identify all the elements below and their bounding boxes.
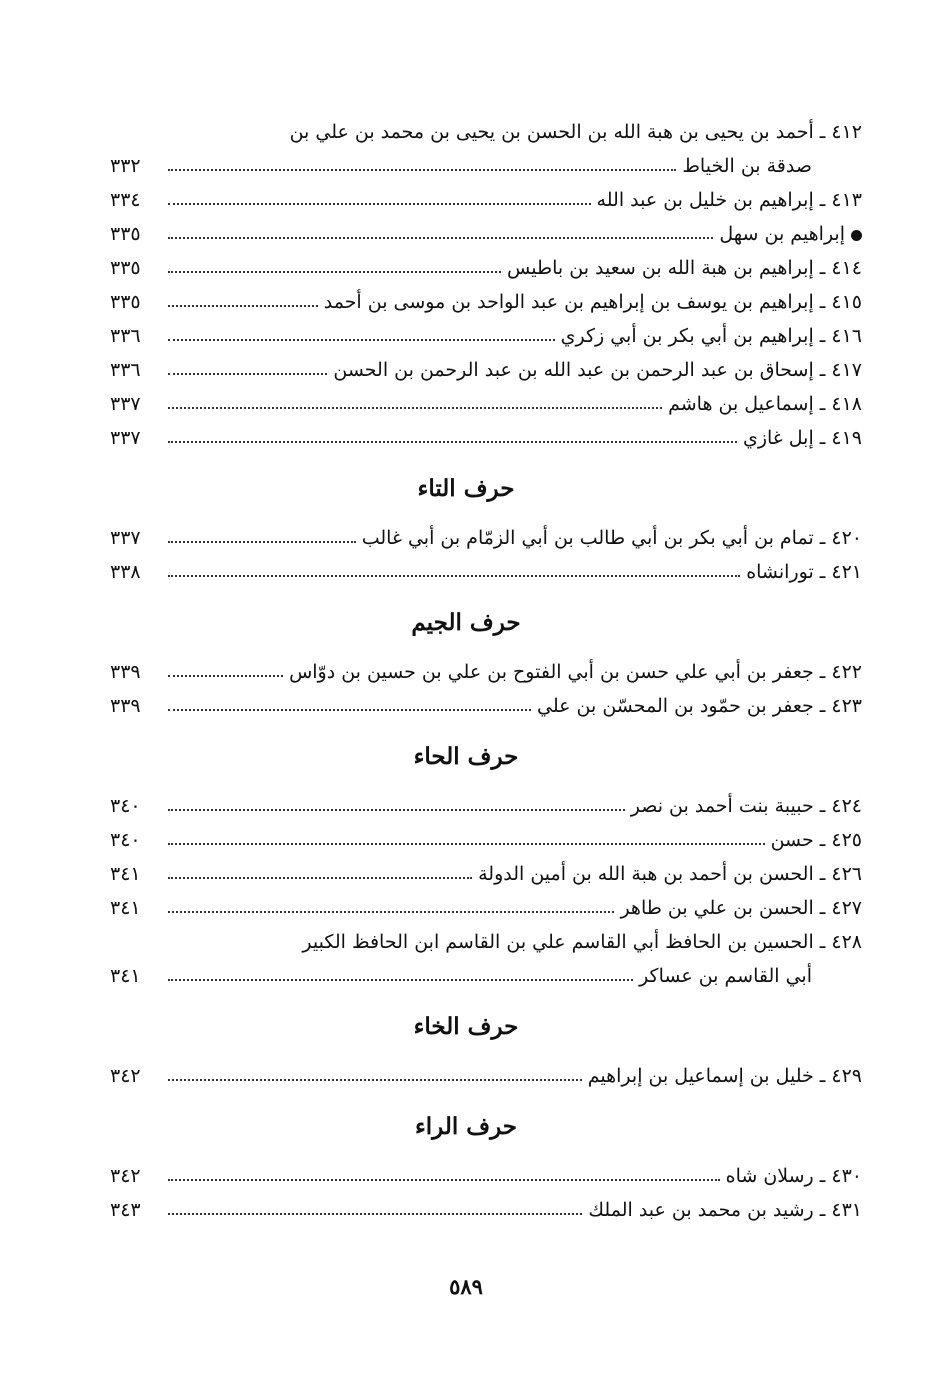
section-heading-kha: حرف الخاء: [413, 1013, 519, 1040]
toc-entry: [110, 655, 862, 689]
dot-leader: [168, 809, 625, 811]
entry-title-text: صدقة بن الخياط: [682, 155, 812, 177]
section-heading-jim: حرف الجيم: [411, 609, 521, 636]
entry-group-1: [0, 115, 932, 455]
entry-page-number: ٣٤٣: [110, 1199, 141, 1221]
entry-title: [283, 655, 862, 689]
dot-leader: [168, 979, 633, 981]
toc-entry: [110, 1159, 862, 1193]
toc-entry: [110, 1193, 862, 1227]
entry-title-text: ٤١٦ ـ إبراهيم بن أبي بكر بن أبي زكري: [560, 325, 862, 347]
toc-entry: [110, 789, 862, 823]
entry-page-number: ٣٣٩: [110, 695, 141, 717]
page-number: ٥٨٩: [449, 1274, 483, 1299]
dot-leader: [168, 407, 662, 409]
entry-group-ha: [0, 789, 932, 993]
entry-title: [327, 353, 862, 387]
entry-page-number: ٣٣٦: [110, 325, 141, 347]
dot-leader: [168, 575, 740, 577]
dot-leader: [168, 441, 737, 443]
entry-page-number: ٣٣٥: [110, 291, 141, 313]
dot-leader: [168, 709, 531, 711]
entry-group-ta: [0, 521, 932, 589]
toc-entry: [110, 555, 862, 589]
entry-page-number: ٣٤٢: [110, 1165, 141, 1187]
dot-leader: [168, 675, 283, 677]
toc-entry: [110, 1059, 862, 1093]
entry-title-text: ٤٢١ ـ تورانشاه: [746, 561, 862, 583]
entry-title-text: ٤٢٨ ـ الحسين بن الحافظ أبي القاسم علي بن القاسم ابن الحافظ الكبير: [302, 931, 862, 953]
entry-title-text: ٤١٩ ـ إبل غازي: [742, 427, 862, 449]
toc-entry: [110, 689, 862, 723]
entry-page-number: ٣٤٢: [110, 1065, 141, 1087]
entry-title: [296, 925, 862, 959]
entry-title: [356, 521, 862, 555]
entry-page-number: ٣٣٧: [110, 527, 141, 549]
entry-title: [662, 387, 862, 421]
entry-title-text: ٤١٨ ـ إسماعيل بن هاشم: [668, 393, 862, 415]
entry-title: [582, 1059, 862, 1093]
toc-entry: [110, 115, 862, 149]
entry-group-kha: [0, 1059, 932, 1093]
toc-entry: [110, 421, 862, 455]
dot-leader: [168, 373, 327, 375]
section-heading-ha: حرف الحاء: [413, 743, 519, 770]
dot-leader: [168, 169, 676, 171]
entry-page-number: ٣٣٤: [110, 189, 141, 211]
toc-entry: [110, 387, 862, 421]
entry-title: [591, 183, 862, 217]
dot-leader: [168, 1179, 720, 1181]
toc-entry: [110, 959, 812, 993]
entry-title: [633, 959, 812, 993]
entry-title: [555, 319, 862, 353]
entry-title-text: ٤١٤ ـ إبراهيم بن هبة الله بن سعيد بن باطيس: [507, 257, 862, 279]
toc-entry: [110, 285, 862, 319]
entry-page-number: ٣٣٦: [110, 359, 141, 381]
toc-entry: [110, 891, 862, 925]
toc-entry: [110, 149, 812, 183]
toc-entry: [110, 823, 862, 857]
entry-page-number: ٣٤٠: [110, 795, 141, 817]
entry-page-number: ٣٤١: [110, 863, 141, 885]
toc-entry: [110, 251, 862, 285]
entry-title: [765, 823, 862, 857]
entry-title: [531, 689, 862, 723]
section-heading-ta: حرف التاء: [417, 475, 515, 502]
dot-leader: [168, 1079, 582, 1081]
entry-page-number: ٣٣٧: [110, 427, 141, 449]
entry-page-number: ٣٤١: [110, 965, 141, 987]
dot-leader: [168, 843, 765, 845]
bullet-icon: [851, 230, 862, 241]
toc-entry: [110, 353, 862, 387]
entry-title-text: ٤٢٧ ـ الحسن بن علي بن طاهر: [620, 897, 862, 919]
entry-title: [740, 555, 862, 589]
entry-page-number: ٣٣٢: [110, 155, 141, 177]
dot-leader: [168, 237, 713, 239]
dot-leader: [168, 911, 614, 913]
entry-title-text: ٤٢٣ ـ جعفر بن حمّود بن المحسّن بن علي: [537, 695, 862, 717]
entry-title-text: ٤٢٩ ـ خليل بن إسماعيل بن إبراهيم: [587, 1065, 862, 1087]
entry-page-number: ٣٣٥: [110, 223, 141, 245]
entry-title-text: ٤٢٦ ـ الحسن بن أحمد بن هبة الله بن أمين الدولة: [478, 863, 862, 885]
dot-leader: [168, 1213, 582, 1215]
entry-title: [625, 789, 862, 823]
section-heading-ra: حرف الراء: [414, 1113, 518, 1140]
entry-title: [676, 149, 812, 183]
entry-title-text: إبراهيم بن سهل: [719, 223, 845, 245]
entry-title: [501, 251, 862, 285]
entry-title-text: ٤٢٠ ـ تمام بن أبي بكر بن أبي طالب بن أبي الزمّام بن أبي غالب: [361, 527, 862, 549]
entry-title: [614, 891, 862, 925]
dot-leader: [168, 877, 472, 879]
entry-page-number: ٣٤١: [110, 897, 141, 919]
entry-title: [737, 421, 862, 455]
entry-title: [284, 115, 862, 149]
dot-leader: [168, 305, 318, 307]
entry-title-text: ٤١٣ ـ إبراهيم بن خليل بن عبد الله: [596, 189, 862, 211]
entry-group-jim: [0, 655, 932, 723]
entry-title: [472, 857, 862, 891]
entry-title-text: ٤١٥ ـ إبراهيم بن يوسف بن إبراهيم بن عبد الواحد بن موسى بن أحمد: [323, 291, 862, 313]
dot-leader: [168, 339, 555, 341]
entry-title-text: ٤٢٢ ـ جعفر بن أبي علي حسن بن أبي الفتوح بن علي بن حسين بن دوّاس: [289, 661, 862, 683]
toc-entry: [110, 857, 862, 891]
entry-page-number: ٣٣٧: [110, 393, 141, 415]
entry-title: [582, 1193, 862, 1227]
entry-title-text: ٤٣١ ـ رشيد بن محمد بن عبد الملك: [588, 1199, 862, 1221]
dot-leader: [168, 541, 356, 543]
entry-title-text: ٤١٢ ـ أحمد بن يحيى بن هبة الله بن الحسن بن يحيى بن محمد بن علي بن: [289, 121, 862, 143]
entry-title-text: أبي القاسم بن عساكر: [639, 965, 812, 987]
toc-entry: [110, 925, 862, 959]
entry-page-number: ٣٣٩: [110, 661, 141, 683]
toc-entry: [110, 183, 862, 217]
entry-page-number: ٣٣٨: [110, 561, 141, 583]
entry-title: [713, 217, 862, 251]
toc-entry: [110, 319, 862, 353]
entry-page-number: ٣٣٥: [110, 257, 141, 279]
entry-title-text: ٤٢٥ ـ حسن: [770, 829, 862, 851]
toc-entry: [110, 217, 862, 251]
entry-title-text: ٤٣٠ ـ رسلان شاه: [725, 1165, 862, 1187]
toc-entry: [110, 521, 862, 555]
dot-leader: [168, 271, 501, 273]
entry-page-number: ٣٤٠: [110, 829, 141, 851]
entry-title-text: ٤١٧ ـ إسحاق بن عبد الرحمن بن عبد الله بن عبد الرحمن بن الحسن: [333, 359, 862, 381]
dot-leader: [168, 203, 591, 205]
entry-title: [720, 1159, 862, 1193]
entry-group-ra: [0, 1159, 932, 1227]
table-of-contents: [0, 115, 932, 1227]
entry-title-text: ٤٢٤ ـ حبيبة بنت أحمد بن نصر: [630, 795, 862, 817]
entry-title: [318, 285, 862, 319]
